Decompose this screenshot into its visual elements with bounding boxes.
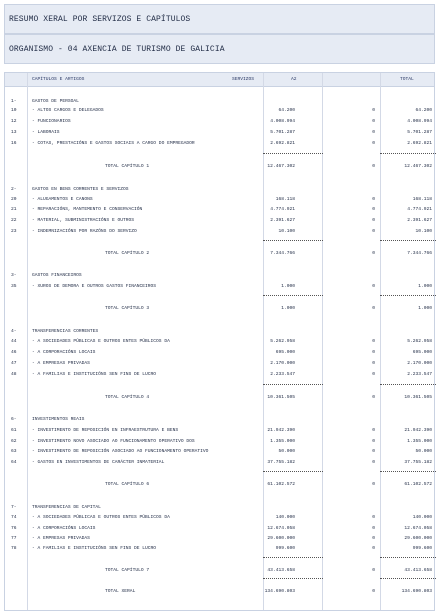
row-a2-value: 7.344.766 (270, 251, 295, 256)
row-code: 1- (11, 99, 17, 104)
row-a2-value: 999.600 (275, 546, 295, 551)
chapter-total-row (5, 162, 434, 172)
report-title: RESUMO XERAL POR SERVIZOS E CAPÍTULOS (4, 4, 435, 34)
row-other-value: 0 (372, 119, 375, 124)
row-other-value: 0 (372, 395, 375, 400)
row-total-value: 695.000 (412, 350, 432, 355)
row-code: 78 (11, 546, 17, 551)
row-code: 20 (11, 197, 17, 202)
row-a2-value: 12.674.058 (267, 526, 295, 531)
row-other-value: 0 (372, 141, 375, 146)
row-other-value: 0 (372, 306, 375, 311)
row-code: 47 (11, 361, 17, 366)
row-total-value: 2.233.547 (407, 372, 432, 377)
row-code: 3- (11, 273, 17, 278)
row-label: - ALTOS CARGOS E DELEGADOS (32, 108, 104, 113)
row-a2-value: 64.200 (278, 108, 295, 113)
row-a2-value: 29.600.000 (267, 536, 295, 541)
row-a2-value: 37.755.182 (267, 460, 295, 465)
table-row (5, 534, 434, 544)
row-other-value: 0 (372, 361, 375, 366)
subtotal-separator (380, 240, 436, 241)
table-row (5, 195, 434, 205)
subtotal-separator (263, 578, 323, 579)
row-other-value: 0 (372, 536, 375, 541)
row-other-value: 0 (372, 339, 375, 344)
row-a2-value: 50.000 (278, 449, 295, 454)
row-label: INVESTIMENTOS REAIS (32, 417, 85, 422)
row-label: GASTOS DE PERSOAL (32, 99, 79, 104)
col-a2-header: A2 (291, 77, 297, 82)
budget-table (4, 72, 435, 611)
subtotal-separator (380, 295, 436, 296)
row-code: 10 (11, 108, 17, 113)
chapter-total-row (5, 566, 434, 576)
table-row (5, 544, 434, 554)
row-total-value: 2.170.000 (407, 361, 432, 366)
row-total-value: 37.755.182 (404, 460, 432, 465)
row-code: 12 (11, 119, 17, 124)
row-total-value: 1.000 (418, 306, 432, 311)
row-label: TOTAL CAPÍTULO 2 (105, 251, 150, 256)
chapter-total-row (5, 393, 434, 403)
row-total-value: 10.361.505 (404, 395, 432, 400)
row-other-value: 0 (372, 526, 375, 531)
row-total-value: 12.467.302 (404, 164, 432, 169)
row-total-value: 5.262.958 (407, 339, 432, 344)
table-row (5, 337, 434, 347)
row-total-value: 10.100 (415, 229, 432, 234)
table-header (5, 73, 434, 87)
row-total-value: 1.000 (418, 284, 432, 289)
row-code: 74 (11, 515, 17, 520)
row-other-value: 0 (372, 449, 375, 454)
row-a2-value: 2.692.821 (270, 141, 295, 146)
row-a2-value: 1.355.000 (270, 439, 295, 444)
row-label: - LABORAIS (32, 130, 60, 135)
row-other-value: 0 (372, 251, 375, 256)
row-code: 48 (11, 372, 17, 377)
row-total-value: 4.008.994 (407, 119, 432, 124)
row-a2-value: 12.467.302 (267, 164, 295, 169)
row-label: TOTAL CAPÍTULO 1 (105, 164, 150, 169)
chapter-total-row (5, 480, 434, 490)
subtotal-separator (263, 384, 323, 385)
row-label: - A EMPRESAS PRIVADAS (32, 536, 90, 541)
subtotal-separator (380, 384, 436, 385)
row-label: - A SOCIEDADES PÚBLICAS E OUTROS ENTES PÚBLICOS DA (32, 339, 170, 344)
row-code: 63 (11, 449, 17, 454)
row-other-value: 0 (372, 197, 375, 202)
table-row (5, 117, 434, 127)
row-label: - FUNCIONARIOS (32, 119, 71, 124)
row-other-value: 0 (372, 428, 375, 433)
row-other-value: 0 (372, 546, 375, 551)
row-total-value: 29.600.000 (404, 536, 432, 541)
table-row (5, 128, 434, 138)
row-a2-value: 5.262.958 (270, 339, 295, 344)
row-label: - A EMPRESAS PRIVADAS (32, 361, 90, 366)
row-total-value: 50.000 (415, 449, 432, 454)
row-label: - XUROS DE DEMORA E OUTROS GASTOS FINANCEIROS (32, 284, 157, 289)
table-row (5, 139, 434, 149)
organism-title: ORGANISMO - 04 AXENCIA DE TURISMO DE GALICIA (4, 34, 435, 64)
row-other-value: 0 (372, 589, 375, 594)
row-label: TOTAL CAPÍTULO 7 (105, 568, 150, 573)
row-label: TOTAL CAPÍTULO 4 (105, 395, 150, 400)
table-row (5, 370, 434, 380)
row-label: TOTAL XERAL (105, 589, 136, 594)
chapter-heading-row (5, 327, 434, 337)
row-label: TRANSFERENCIAS CORRENTES (32, 329, 99, 334)
row-code: 64 (11, 460, 17, 465)
row-total-value: 5.701.287 (407, 130, 432, 135)
row-total-value: 134.690.803 (401, 589, 432, 594)
row-label: - A CORPORACIÓNS LOCAIS (32, 350, 96, 355)
subtotal-separator (263, 471, 323, 472)
row-other-value: 0 (372, 284, 375, 289)
row-a2-value: 1.000 (281, 284, 295, 289)
row-other-value: 0 (372, 207, 375, 212)
row-total-value: 999.600 (412, 546, 432, 551)
subtotal-separator (380, 471, 436, 472)
table-row (5, 359, 434, 369)
row-label: - MATERIAL, SUBMINISTRACIÓNS E OUTROS (32, 218, 134, 223)
subtotal-separator (380, 557, 436, 558)
row-other-value: 0 (372, 568, 375, 573)
row-code: 23 (11, 229, 17, 234)
row-other-value: 0 (372, 439, 375, 444)
row-a2-value: 168.118 (275, 197, 295, 202)
row-code: 2- (11, 187, 17, 192)
row-total-value: 2.391.627 (407, 218, 432, 223)
row-label: - COTAS, PRESTACIÓNS E GASTOS SOCIAIS A CARGO DO EMPREGADOR (32, 141, 195, 146)
row-a2-value: 4.008.994 (270, 119, 295, 124)
row-code: 62 (11, 439, 17, 444)
row-a2-value: 695.000 (275, 350, 295, 355)
subtotal-separator (263, 295, 323, 296)
row-total-value: 1.355.000 (407, 439, 432, 444)
table-row (5, 447, 434, 457)
row-label: TOTAL CAPÍTULO 6 (105, 482, 150, 487)
row-label: - GASTOS EN INVESTIMENTOS DE CARÁCTER INMATERIAL (32, 460, 165, 465)
row-other-value: 0 (372, 164, 375, 169)
chapter-total-row (5, 249, 434, 259)
row-code: 77 (11, 536, 17, 541)
row-label: - A FAMILIAS E INSTITUCIÓNS SEN FINS DE LUCRO (32, 546, 157, 551)
col-total-header: TOTAL (400, 77, 414, 82)
row-a2-value: 1.000 (281, 306, 295, 311)
row-a2-value: 5.701.287 (270, 130, 295, 135)
col-chapters-header: CAPÍTULOS E ARTIGOS (32, 77, 85, 82)
row-code: 13 (11, 130, 17, 135)
row-a2-value: 61.102.572 (267, 482, 295, 487)
row-other-value: 0 (372, 229, 375, 234)
row-total-value: 64.200 (415, 108, 432, 113)
row-other-value: 0 (372, 350, 375, 355)
row-code: 6- (11, 417, 17, 422)
row-label: TOTAL CAPÍTULO 3 (105, 306, 150, 311)
row-other-value: 0 (372, 515, 375, 520)
row-other-value: 0 (372, 130, 375, 135)
row-a2-value: 10.100 (278, 229, 295, 234)
row-a2-value: 10.361.505 (267, 395, 295, 400)
row-total-value: 4.774.921 (407, 207, 432, 212)
chapter-heading-row (5, 503, 434, 513)
row-label: - INVESTIMENTO DE REPOSICIÓN EN INFRAESTRUTURA E BENS (32, 428, 179, 433)
row-label: - ALUGAMENTOS E CANONS (32, 197, 93, 202)
subtotal-separator (263, 240, 323, 241)
row-label: - A SOCIEDADES PÚBLICAS E OUTROS ENTES PÚBLICOS DA (32, 515, 170, 520)
row-code: 76 (11, 526, 17, 531)
table-row (5, 106, 434, 116)
grand-total-row (5, 587, 434, 597)
subtotal-separator (263, 557, 323, 558)
row-a2-value: 2.391.627 (270, 218, 295, 223)
row-code: 35 (11, 284, 17, 289)
table-row (5, 227, 434, 237)
table-row (5, 524, 434, 534)
chapter-heading-row (5, 271, 434, 281)
row-a2-value: 21.942.390 (267, 428, 295, 433)
row-total-value: 21.942.390 (404, 428, 432, 433)
row-other-value: 0 (372, 108, 375, 113)
table-row (5, 426, 434, 436)
row-other-value: 0 (372, 460, 375, 465)
row-total-value: 7.344.766 (407, 251, 432, 256)
row-a2-value: 4.774.921 (270, 207, 295, 212)
row-other-value: 0 (372, 482, 375, 487)
table-row (5, 348, 434, 358)
row-label: - REPARACIÓNS, MANTEMENTO E CONSERVACIÓN (32, 207, 143, 212)
row-a2-value: 134.690.803 (264, 589, 295, 594)
row-label: - A CORPORACIÓNS LOCAIS (32, 526, 96, 531)
chapter-total-row (5, 304, 434, 314)
row-other-value: 0 (372, 372, 375, 377)
row-total-value: 168.118 (412, 197, 432, 202)
row-a2-value: 43.413.658 (267, 568, 295, 573)
table-row (5, 282, 434, 292)
col-services-header: SERVIZOS (232, 77, 255, 82)
row-code: 44 (11, 339, 17, 344)
row-a2-value: 140.000 (275, 515, 295, 520)
row-a2-value: 2.233.547 (270, 372, 295, 377)
table-row (5, 205, 434, 215)
row-code: 22 (11, 218, 17, 223)
row-code: 4- (11, 329, 17, 334)
row-total-value: 12.674.058 (404, 526, 432, 531)
row-code: 16 (11, 141, 17, 146)
row-label: - A FAMILIAS E INSTITUCIÓNS SEN FINS DE LUCRO (32, 372, 157, 377)
row-total-value: 2.692.821 (407, 141, 432, 146)
chapter-heading-row (5, 415, 434, 425)
row-label: - INVESTIMENTO DE REPOSICIÓN ASOCIADO AO FUNCIONAMENTO OPERATIVO (32, 449, 209, 454)
table-row (5, 216, 434, 226)
row-code: 46 (11, 350, 17, 355)
row-code: 7- (11, 505, 17, 510)
row-a2-value: 2.170.000 (270, 361, 295, 366)
row-label: TRANSFERENCIAS DE CAPITAL (32, 505, 101, 510)
table-row (5, 437, 434, 447)
row-code: 21 (11, 207, 17, 212)
row-total-value: 43.413.658 (404, 568, 432, 573)
row-label: - INDEMNIZACIÓNS POR RAZÓNS DO SERVIZO (32, 229, 137, 234)
row-total-value: 140.000 (412, 515, 432, 520)
chapter-heading-row (5, 185, 434, 195)
row-code: 61 (11, 428, 17, 433)
row-total-value: 61.102.572 (404, 482, 432, 487)
subtotal-separator (263, 153, 323, 154)
subtotal-separator (380, 578, 436, 579)
row-other-value: 0 (372, 218, 375, 223)
table-row (5, 513, 434, 523)
row-label: - INVESTIMENTO NOVO ASOCIADO AO FUNCIONAMENTO OPERATIVO DOS (32, 439, 195, 444)
subtotal-separator (380, 153, 436, 154)
table-row (5, 458, 434, 468)
row-label: GASTOS EN BENS CORRENTES E SERVIZOS (32, 187, 129, 192)
row-label: GASTOS FINANCEIROS (32, 273, 82, 278)
